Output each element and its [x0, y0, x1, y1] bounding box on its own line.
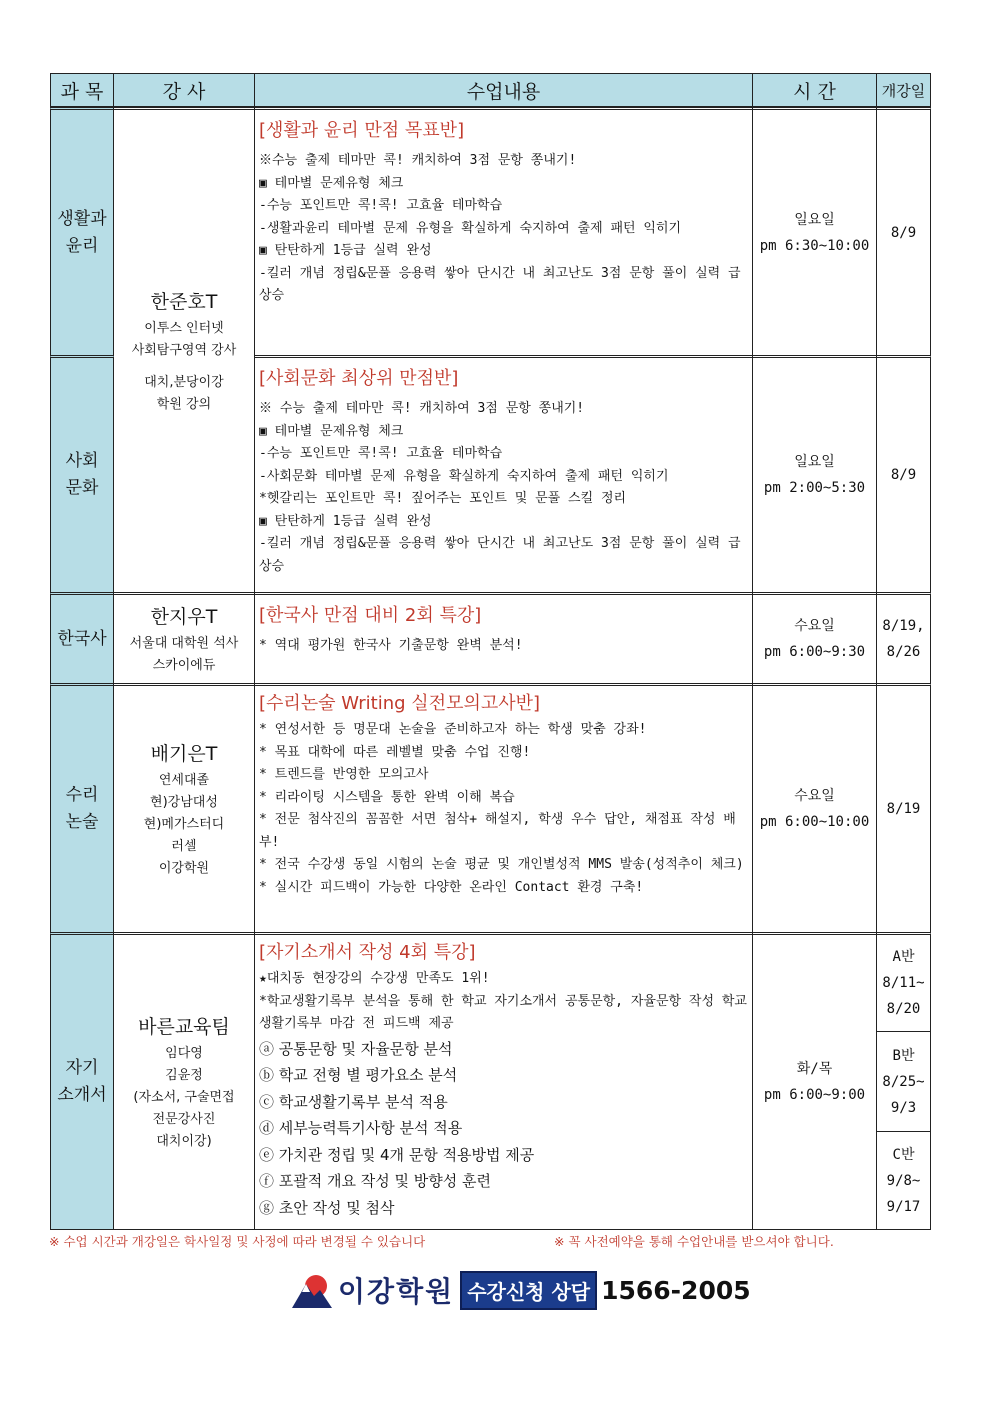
teacher-cell [113, 932, 255, 1230]
class-day: 일요일 [794, 211, 835, 228]
text-line: * 전국 수강생 동일 시험의 논술 평균 및 개인별성적 MMS 발송(성적추이 체크) [259, 857, 744, 872]
class-time: pm 6:30~10:00 [759, 237, 870, 254]
text-line: *헷갈리는 포인트만 콕! 짚어주는 포인트 및 문풀 스킬 정리 [259, 491, 627, 506]
teacher-info [132, 318, 237, 416]
text-line: ⓒ 학교생활기록부 분석 적용 [259, 1092, 448, 1111]
start-cell [876, 932, 931, 1032]
text-line: ※수능 출제 테마만 콕! 캐치하여 3점 문항 쫑내기! [259, 153, 577, 168]
course-lines [259, 635, 748, 658]
content-cell [254, 932, 753, 1230]
text-line [132, 362, 237, 372]
course-items [259, 1036, 748, 1222]
time-cell [752, 107, 877, 356]
subject-cell [50, 592, 114, 684]
header-content: 수업내용 [254, 73, 753, 107]
teacher-name: 한준호T [150, 290, 218, 313]
course-title: [한국사 만점 대비 2회 특강] [259, 605, 482, 626]
class-time: pm 6:00~9:00 [763, 1087, 866, 1103]
text-line: -킬러 개념 정립&문풀 응용력 쌓아 단시간 내 최고난도 3점 문항 풀이 실력 급상승 [259, 536, 741, 574]
text-line: 학원 강의 [156, 396, 212, 412]
course-lines [259, 968, 748, 1036]
teacher-name: 한지우T [150, 605, 218, 628]
subject-cell [50, 355, 114, 593]
content-cell [254, 355, 753, 593]
class-day: 수요일 [794, 618, 835, 634]
header-subject: 과 목 [50, 73, 114, 107]
content-cell [254, 107, 753, 356]
text-line: 김윤정 [165, 1067, 203, 1083]
text-line: (자소서, 구술면접 [133, 1089, 235, 1105]
text-line: 대치이강) [156, 1133, 212, 1149]
text-line: -수능 포인트만 콕!콕! 고효율 테마학습 [259, 198, 503, 213]
academy-name: 이강학원 [338, 1275, 455, 1308]
start-cell [876, 592, 931, 684]
text-line: 이투스 인터넷 [144, 320, 224, 336]
text-line: ⓓ 세부능력특기사항 분석 적용 [259, 1119, 463, 1137]
text-line: 스카이에듀 [152, 657, 216, 673]
text-line: *학교생활기록부 분석을 통해 한 학교 자기소개서 공통문항, 자율문항 작성 학교생활기록부 마감 전 피드백 제공 [259, 993, 747, 1031]
subject-label: 사회 문화 [65, 451, 99, 498]
start-cell [876, 355, 931, 593]
text-line: ⓔ 가치관 정립 및 4개 문항 적용방법 제공 [259, 1145, 535, 1164]
text-line: -킬러 개념 정립&문풀 응용력 쌓아 단시간 내 최고난도 3점 문항 풀이 실력 급상승 [259, 265, 741, 303]
text-line: * 리라이팅 시스템을 통한 완벽 이해 복습 [259, 789, 515, 805]
text-line: 서울대 대학원 석사 [129, 635, 239, 651]
text-line: -생활과윤리 테마별 문제 유형을 확실하게 숙지하여 출제 패턴 익히기 [259, 220, 682, 236]
text-line: ▣ 탄탄하게 1등급 실력 완성 [259, 513, 432, 529]
text-line: 사회탐구영역 강사 [131, 342, 237, 358]
text-line: 대치,분당이강 [144, 374, 224, 390]
course-title: [사회문화 최상위 만점반] [259, 368, 459, 389]
text-line: ⓖ 초안 작성 및 첨삭 [259, 1198, 395, 1217]
text-line: 임다영 [165, 1045, 203, 1061]
header-start: 개강일 [876, 73, 931, 107]
text-line: * 목표 대학에 따른 레벨별 맞춤 수업 진행! [259, 744, 531, 760]
notice-right: ※ 꼭 사전예약을 통해 수업안내를 받으셔야 합니다. [554, 1234, 834, 1249]
teacher-name: 배기은T [150, 742, 218, 765]
text-line: ▣ 테마별 문제유형 체크 [259, 423, 404, 439]
time-cell [752, 592, 877, 684]
start-date-a: A반 8/11~ 8/20 [882, 949, 925, 1017]
teacher-info [130, 633, 239, 677]
start-date: 8/9 [890, 224, 917, 241]
teacher-cell [113, 107, 255, 593]
teacher-info [144, 770, 224, 880]
notice-left: ※ 수업 시간과 개강일은 학사일정 및 사정에 따라 변경될 수 있습니다 [49, 1234, 426, 1249]
course-lines [259, 719, 748, 899]
start-date: 8/19 [886, 801, 921, 817]
text-line: ▣ 테마별 문제유형 체크 [259, 175, 404, 191]
text-line: * 전문 첨삭진의 꼼꼼한 서면 첨삭+ 해설지, 학생 우수 답안, 채점표 작성 배부! [259, 812, 736, 850]
subject-label: 자기 소개서 [57, 1058, 107, 1105]
text-line: 현)메가스터디 [143, 816, 225, 832]
text-line: 이강학원 [158, 860, 210, 876]
start-cell [876, 1131, 931, 1230]
text-line: * 연성서한 등 명문대 논술을 준비하고자 하는 학생 맞춤 강좌! [259, 722, 647, 737]
subject-label: 수리 논술 [65, 785, 99, 832]
content-cell [254, 683, 753, 933]
time-cell [752, 683, 877, 933]
teacher-cell [113, 683, 255, 933]
text-line: * 실시간 피드백이 가능한 다양한 온라인 Contact 환경 구축! [259, 879, 644, 895]
course-lines [259, 398, 748, 578]
class-day: 화/목 [796, 1061, 833, 1077]
text-line: -사회문화 테마별 문제 유형을 확실하게 숙지하여 출제 패턴 익히기 [259, 468, 669, 484]
start-date: 8/19, 8/26 [882, 618, 925, 660]
text-line: ⓐ 공통문항 및 자율문항 분석 [259, 1039, 453, 1058]
register-label: 수강신청 상담 [460, 1271, 597, 1310]
text-line: 러셀 [171, 838, 197, 854]
start-date-c: C반 9/8~ 9/17 [886, 1146, 921, 1215]
class-day: 수요일 [794, 788, 835, 804]
text-line: ⓕ 포괄적 개요 작성 및 방향성 훈련 [259, 1172, 491, 1190]
start-cell [876, 1031, 931, 1132]
course-title: [수리논술 Writing 실전모의고사반] [259, 693, 541, 714]
content-cell [254, 592, 753, 684]
teacher-info [133, 1043, 234, 1153]
text-line: ※ 수능 출제 테마만 콕! 캐치하여 3점 문항 쫑내기! [259, 401, 585, 416]
header-teacher: 강 사 [113, 73, 255, 107]
text-line: 현)강남대성 [150, 794, 218, 810]
start-date-b: B반 8/25~ 9/3 [882, 1047, 925, 1116]
header-time: 시 간 [752, 73, 877, 107]
subject-cell [50, 683, 114, 933]
start-cell [876, 107, 931, 356]
start-cell [876, 683, 931, 933]
time-cell [752, 355, 877, 593]
text-line: ▣ 탄탄하게 1등급 실력 완성 [259, 243, 432, 258]
subject-label: 한국사 [57, 628, 107, 649]
text-line: -수능 포인트만 콕!콕! 고효율 테마학습 [259, 446, 503, 461]
phone-number: 1566-2005 [601, 1275, 751, 1305]
course-title: [자기소개서 작성 4회 특강] [259, 942, 476, 963]
time-cell [752, 932, 877, 1230]
subject-label: 생활과 윤리 [57, 208, 107, 256]
start-date: 8/9 [890, 467, 917, 483]
class-day: 일요일 [794, 454, 835, 470]
subject-cell [50, 932, 114, 1230]
text-line: * 트렌드를 반영한 모의고사 [259, 767, 429, 782]
text-line: 전문강사진 [152, 1111, 216, 1127]
teacher-name: 바른교육팀 [138, 1015, 230, 1038]
text-line: 연세대졸 [158, 772, 210, 788]
text-line: ★대치동 현장강의 수강생 만족도 1위! [259, 971, 490, 986]
class-time: pm 2:00~5:30 [763, 480, 866, 496]
class-time: pm 6:00~9:30 [763, 644, 866, 660]
text-line: * 역대 평가원 한국사 기출문항 완벽 분석! [259, 638, 523, 653]
footer [290, 1268, 751, 1312]
course-lines [259, 150, 748, 308]
subject-cell [50, 107, 114, 356]
class-time: pm 6:00~10:00 [759, 814, 870, 830]
course-title: [생활과 윤리 만점 목표반] [259, 120, 465, 141]
academy-logo-icon [290, 1270, 334, 1310]
teacher-cell [113, 592, 255, 684]
text-line: ⓑ 학교 전형 별 평가요소 분석 [259, 1066, 458, 1084]
